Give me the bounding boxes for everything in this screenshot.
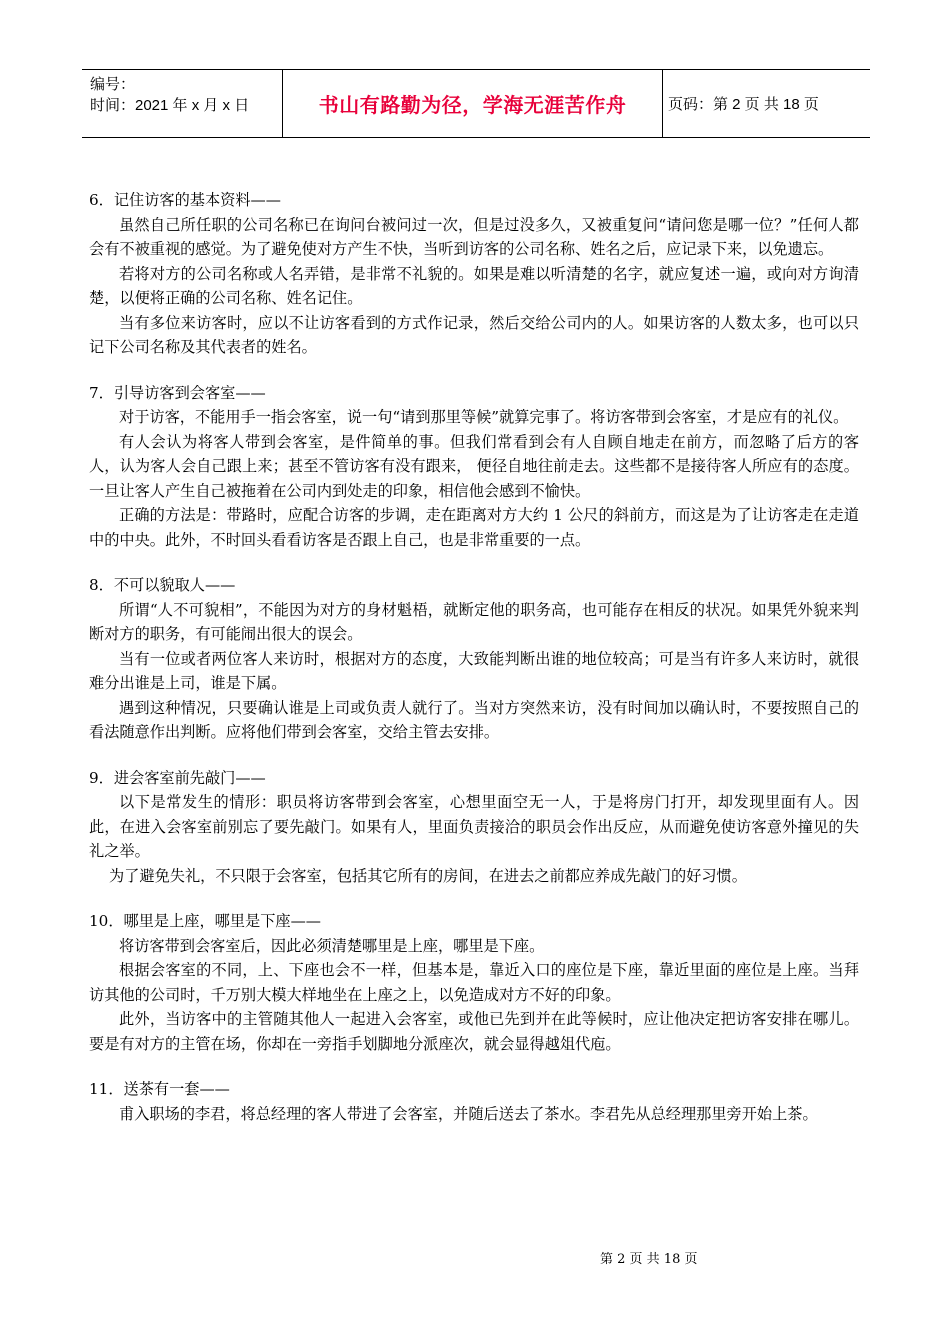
paragraph: 此外，当访客中的主管随其他人一起进入会客室，或他已先到并在此等候时，应让他决定把访客安排在哪儿。要是有对方的主管在场，你却在一旁指手划脚地分派座次，就会显得越俎代庖。	[89, 1010, 859, 1053]
paragraph: 所谓“人不可貌相”，不能因为对方的身材魁梧，就断定他的职务高，也可能存在相反的状况。如果凭外貌来判断对方的职务，有可能闹出很大的误会。	[89, 600, 859, 643]
paragraph: 将访客带到会客室后，因此必须清楚哪里是上座，哪里是下座。	[119, 936, 545, 955]
paragraph: 根据会客室的不同，上、下座也会不一样，但基本是，靠近入口的座位是下座，靠近里面的座位是上座。当拜访其他的公司时，千万别大模大样地坐在上座之上，以免造成对方不好的印象。	[89, 961, 859, 1004]
motto-text: 书山有路勤为径，学海无涯苦作舟	[318, 93, 627, 117]
footer-page-number: 第 2 页 共 18 页	[600, 1252, 698, 1267]
paragraph: 虽然自己所任职的公司名称已在询问台被问过一次，但是过没多久，又被重复问“请问您是哪一位？”任何人都会有不被重视的感觉。为了避免使对方产生不快，当听到访客的公司名称、姓名之后，应记录下来，以免遗忘。	[89, 215, 859, 258]
page-header	[82, 69, 870, 138]
section-heading: 8．不可以貌取人——	[89, 576, 236, 594]
paragraph: 当有一位或者两位客人来访时，根据对方的态度，大致能判断出谁的地位较高；可是当有许多人来访时，就很难分出谁是上司，谁是下属。	[89, 649, 859, 692]
page-footer	[600, 1248, 697, 1267]
header-motto-cell	[283, 70, 663, 137]
code-label: 编号：	[90, 76, 136, 93]
section-9	[89, 766, 859, 889]
section-8	[89, 573, 859, 745]
paragraph: 正确的方法是：带路时，应配合访客的步调，走在距离对方大约 1 公尺的斜前方，而这是为了让访客走在走道中的中央。此外，不时回头看看访客是否跟上自己，也是非常重要的一点。	[89, 506, 859, 549]
paragraph: 遇到这种情况，只要确认谁是上司或负责人就行了。当对方突然来访，没有时间加以确认时，不要按照自己的看法随意作出判断。应将他们带到会客室，交给主管去安排。	[89, 698, 859, 741]
header-page-cell	[663, 70, 870, 137]
paragraph: 若将对方的公司名称或人名弄错，是非常不礼貌的。如果是难以听清楚的名字，就应复述一遍，或向对方询清楚，以便将正确的公司名称、姓名记住。	[89, 264, 859, 307]
section-heading: 6．记住访客的基本资料——	[89, 191, 281, 209]
section-10	[89, 909, 859, 1056]
time-label: 时间：2021 年 x 月 x 日	[90, 97, 250, 114]
section-heading: 7．引导访客到会客室——	[89, 383, 266, 402]
section-6	[89, 188, 859, 360]
section-11	[89, 1077, 859, 1126]
paragraph: 当有多位来访客时，应以不让访客看到的方式作记录，然后交给公司内的人。如果访客的人数太多，也可以只记下公司名称及其代表者的姓名。	[89, 313, 859, 356]
section-7	[89, 381, 859, 553]
paragraph: 甫入职场的李君，将总经理的客人带进了会客室，并随后送去了茶水。李君先从总经理那里旁开始上茶。	[119, 1104, 818, 1123]
paragraph: 有人会认为将客人带到会客室，是件简单的事。但我们常看到会有人自顾自地走在前方，而忽略了后方的客人，认为客人会自己跟上来；甚至不管访客有没有跟来， 便径自地往前走去。这些都不是接待客人所应有的态度。一旦让客人产生自己被拖着在公司内到处走的印象，相信他会感到不愉快。	[89, 432, 859, 500]
header-left-cell	[82, 70, 283, 137]
section-heading: 10．哪里是上座，哪里是下座——	[89, 912, 321, 930]
page-number-label: 页码：第 2 页 共 18 页	[668, 96, 819, 113]
paragraph: 对于访客，不能用手一指会客室，说一句“请到那里等候”就算完事了。将访客带到会客室，才是应有的礼仪。	[119, 408, 849, 426]
document-body	[89, 188, 859, 1147]
paragraph: 以下是常发生的情形：职员将访客带到会客室，心想里面空无一人，于是将房门打开，却发现里面有人。因此，在进入会客室前别忘了要先敲门。如果有人，里面负责接洽的职员会作出反应，从而避免使访客意外撞见的失礼之举。	[89, 793, 859, 860]
section-heading: 11．送茶有一套——	[89, 1080, 230, 1098]
paragraph: 为了避免失礼，不只限于会客室，包括其它所有的房间，在进去之前都应养成先敲门的好习惯。	[109, 866, 747, 885]
section-heading: 9．进会客室前先敲门——	[89, 768, 266, 787]
